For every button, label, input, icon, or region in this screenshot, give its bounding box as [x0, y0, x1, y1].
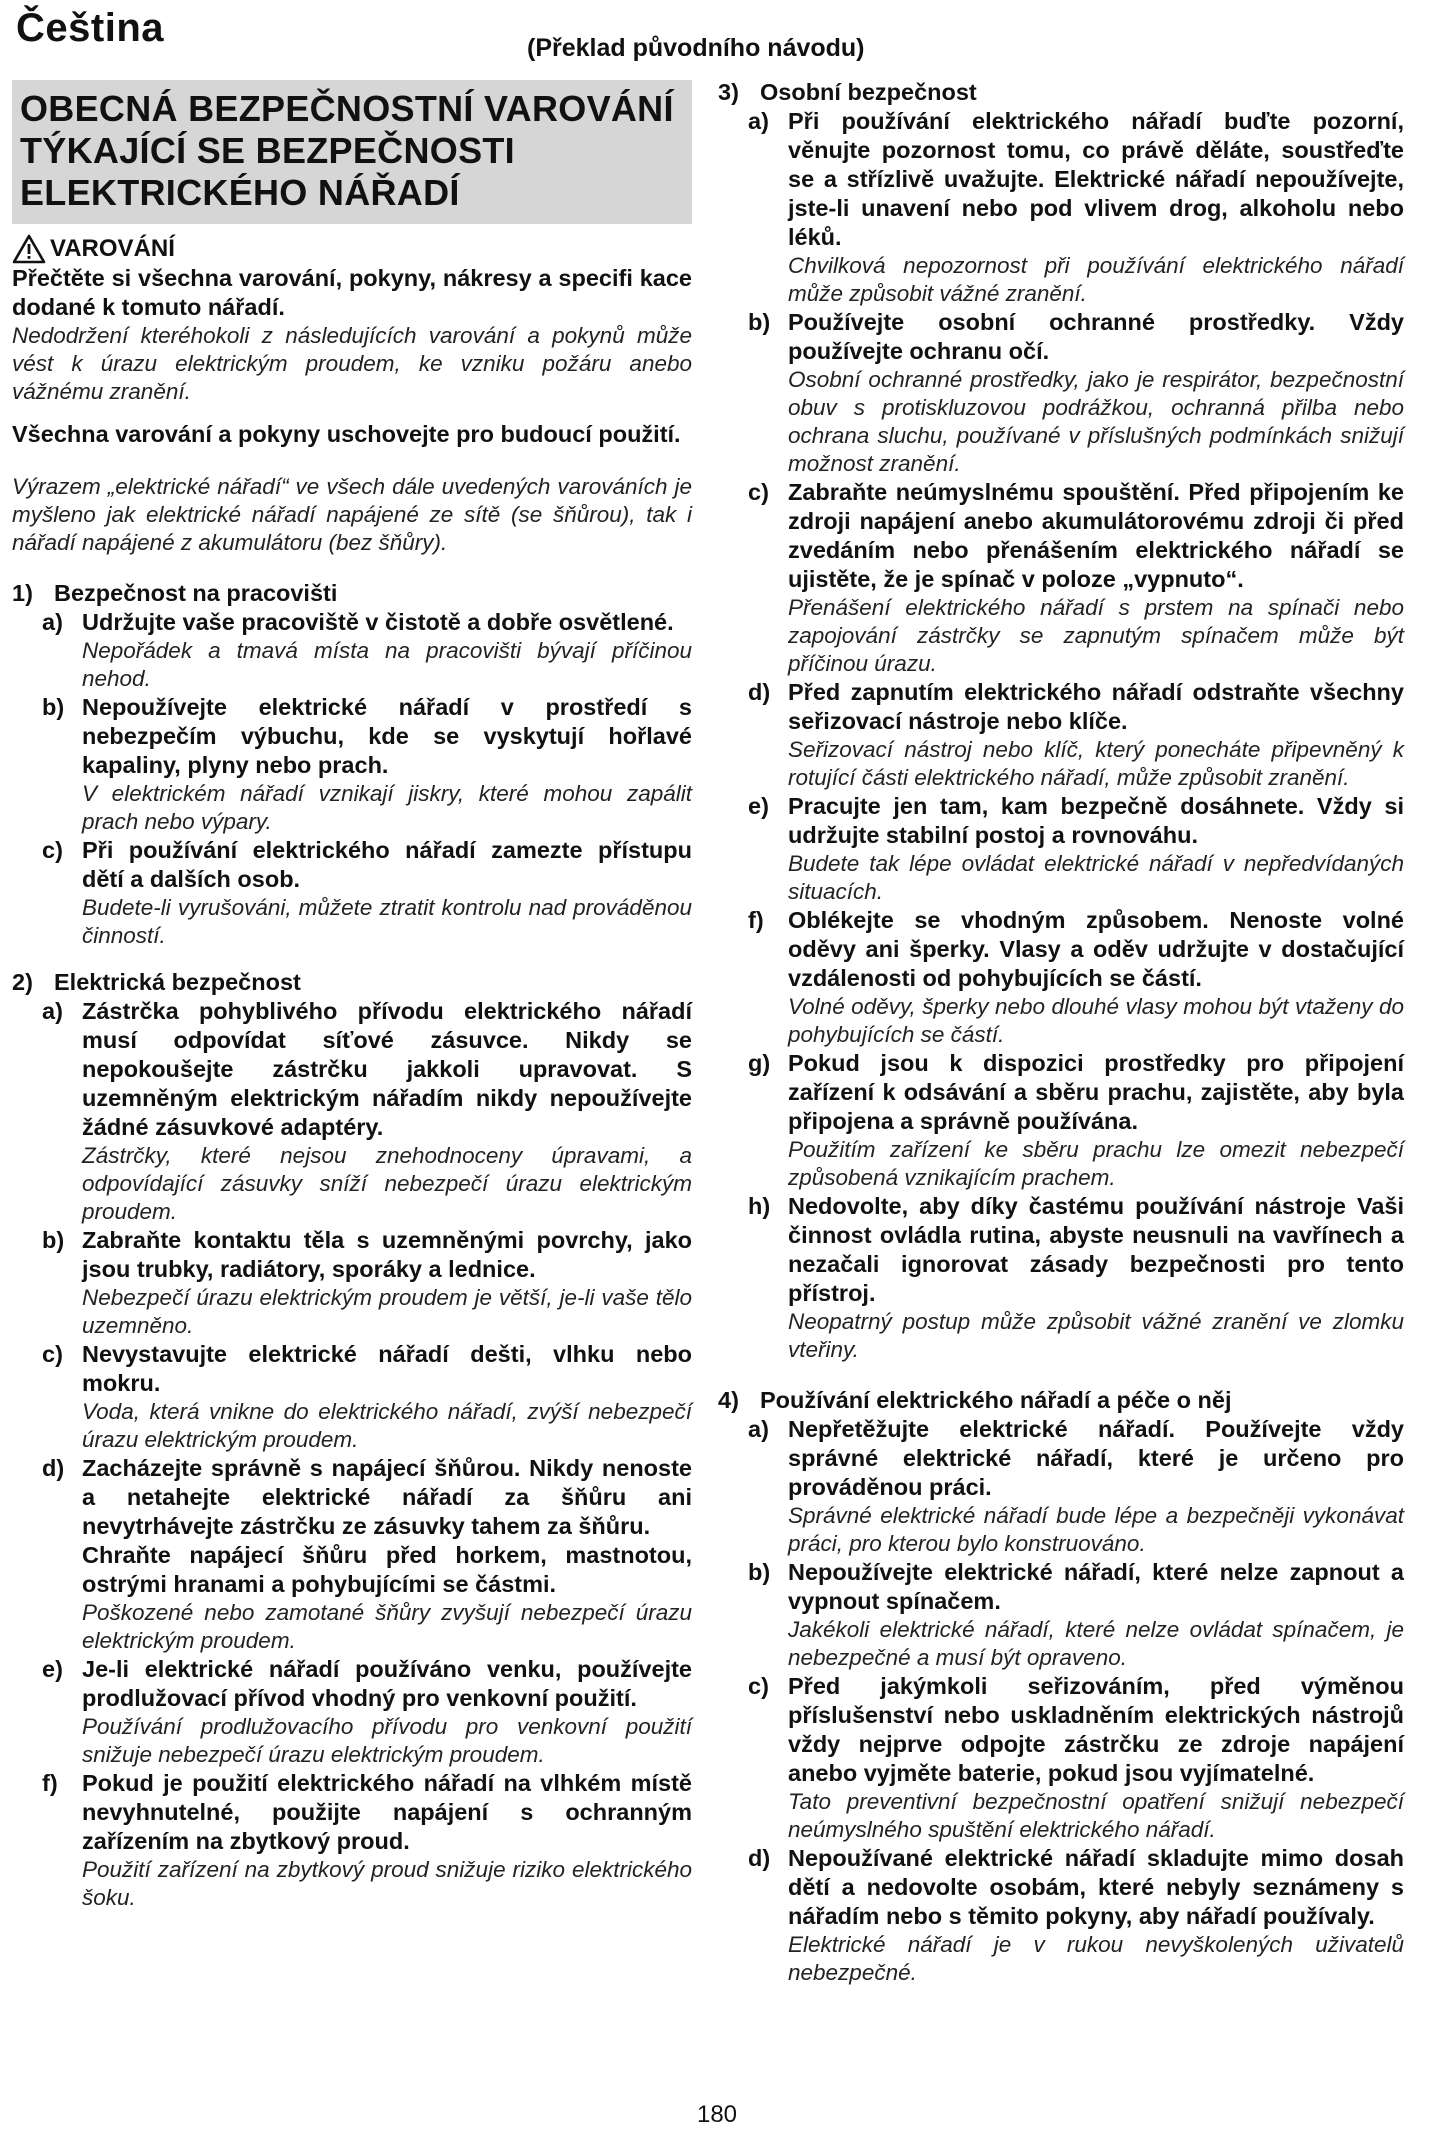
- page-number: 180: [696, 2101, 738, 2128]
- list-item: [748, 906, 1404, 1049]
- list-item: [42, 1769, 692, 1912]
- read-instructions-note: Nedodržení kteréhokoli z následujících varování a pokynů může vést k úrazu elektrickým proudem, ke vzniku požáru anebo vážnému zranění.: [12, 323, 692, 404]
- item-instruction: Používejte osobní ochranné prostředky. Vždy používejte ochranu očí.: [788, 309, 1404, 364]
- list-item: [42, 1454, 692, 1655]
- item-instruction-secondary: Chraňte napájecí šňůru před horkem, mastnotou, ostrými hranami a pohybujícími se částmi.: [82, 1542, 692, 1597]
- section-heading: [718, 78, 1404, 107]
- item-letter: d): [748, 1845, 771, 1871]
- section-number: 2): [12, 969, 33, 995]
- list-item: [748, 792, 1404, 906]
- item-instruction: Zástrčka pohyblivého přívodu elektrického nářadí musí odpovídat síťové zásuvce. Nikdy se nepokoušejte zástrčku jakkoli upravovat. S uzemněným elektrickým nářadím nikdy nepoužívejte žádné zásuvkové adaptéry.: [82, 998, 692, 1140]
- item-letter: c): [748, 1673, 769, 1699]
- list-item: [748, 1558, 1404, 1672]
- list-item: [748, 1844, 1404, 1987]
- item-letter: h): [748, 1193, 771, 1219]
- item-letter: b): [42, 694, 65, 720]
- item-note: Nepořádek a tmavá místa na pracovišti bývají příčinou nehod.: [82, 638, 692, 691]
- right-column: [718, 78, 1404, 1987]
- list-item: [748, 1049, 1404, 1192]
- item-instruction: Pokud je použití elektrického nářadí na vlhkém místě nevyhnutelné, použijte napájení s ochranným zařízením na zbytkový proud.: [82, 1770, 692, 1854]
- item-note: Volné oděvy, šperky nebo dlouhé vlasy mohou být vtaženy do pohybujících se částí.: [788, 994, 1404, 1047]
- item-note: Použitím zařízení ke sběru prachu lze omezit nebezpečí způsobená vznikajícím prachem.: [788, 1137, 1404, 1190]
- item-note: Budete-li vyrušováni, můžete ztratit kontrolu nad prováděnou činností.: [82, 895, 692, 948]
- section-heading: [718, 1386, 1404, 1415]
- section-title: Bezpečnost na pracovišti: [54, 580, 338, 606]
- list-item: [748, 1415, 1404, 1558]
- item-note: Osobní ochranné prostředky, jako je respirátor, bezpečnostní obuv s protiskluzovou podrážkou, ochranná přilba nebo ochrana sluchu, používané v příslušných podmínkách snižují možnost zranění.: [788, 367, 1404, 476]
- item-letter: a): [42, 998, 63, 1024]
- item-instruction: Nepřetěžujte elektrické nářadí. Používejte vždy správné elektrické nářadí, které je určeno pro prováděnou práci.: [788, 1416, 1404, 1500]
- item-note: Chvilková nepozornost při používání elektrického nářadí může způsobit vážné zranění.: [788, 253, 1404, 306]
- section-number: 1): [12, 580, 33, 606]
- list-item: [748, 678, 1404, 792]
- language-title: Čeština: [16, 6, 164, 50]
- warning-label-row: [12, 234, 692, 264]
- item-note: Správné elektrické nářadí bude lépe a bezpečněji vykonávat práci, pro kterou bylo konstruováno.: [788, 1503, 1404, 1556]
- item-letter: b): [42, 1227, 65, 1253]
- item-note: Nebezpečí úrazu elektrickým proudem je větší, je-li vaše tělo uzemněno.: [82, 1285, 692, 1338]
- section-number: 3): [718, 79, 739, 105]
- section-number: 4): [718, 1387, 739, 1413]
- item-note: Budete tak lépe ovládat elektrické nářadí v nepředvídaných situacích.: [788, 851, 1404, 904]
- item-note: Jakékoli elektrické nářadí, které nelze ovládat spínačem, je nebezpečné a musí být opraveno.: [788, 1617, 1404, 1670]
- item-letter: f): [748, 907, 764, 933]
- item-note: Poškozené nebo zamotané šňůry zvyšují nebezpečí úrazu elektrickým proudem.: [82, 1600, 692, 1653]
- item-instruction: Před zapnutím elektrického nářadí odstraňte všechny seřizovací nástroje nebo klíče.: [788, 679, 1404, 734]
- list-item: [42, 836, 692, 950]
- item-letter: c): [42, 1341, 63, 1367]
- item-instruction: Udržujte vaše pracoviště v čistotě a dobře osvětlené.: [82, 609, 674, 635]
- item-letter: e): [748, 793, 769, 819]
- item-letter: f): [42, 1770, 58, 1796]
- item-note: V elektrickém nářadí vznikají jiskry, které mohou zapálit prach nebo výpary.: [82, 781, 692, 834]
- item-instruction: Nevystavujte elektrické nářadí dešti, vlhku nebo mokru.: [82, 1341, 692, 1396]
- list-item: [748, 107, 1404, 308]
- item-letter: a): [42, 609, 63, 635]
- main-heading: OBECNÁ BEZPEČNOSTNÍ VAROVÁNÍ TÝKAJÍCÍ SE BEZPEČNOSTI ELEKTRICKÉHO NÁŘADÍ: [12, 80, 692, 224]
- list-item: [42, 1655, 692, 1769]
- item-letter: a): [748, 1416, 769, 1442]
- translation-subtitle: (Překlad původního návodu): [527, 34, 865, 62]
- definition-paragraph: Výrazem „elektrické nářadí“ ve všech dále uvedených varováních je myšleno jak elektrické nářadí napájené ze sítě (se šňůrou), tak i nářadí napájené z akumulátoru (bez šňůry).: [12, 474, 692, 555]
- item-note: Přenášení elektrického nářadí s prstem na spínači nebo zapojování zástrčky se zapnutým spínačem může být příčinou úrazu.: [788, 595, 1404, 676]
- item-instruction: Zabraňte neúmyslnému spouštění. Před připojením ke zdroji napájení anebo akumulátorovému zdroji či před zvedáním nebo přenášením elektrického nářadí se ujistěte, že je spínač v poloze „vypnuto“.: [788, 479, 1404, 592]
- item-note: Zástrčky, které nejsou znehodnoceny úpravami, a odpovídající zásuvky sníží nebezpečí úrazu elektrickým proudem.: [82, 1143, 692, 1224]
- item-instruction: Oblékejte se vhodným způsobem. Nenoste volné oděvy ani šperky. Vlasy a oděv udržujte v dostačující vzdálenosti od pohybujících se částí.: [788, 907, 1404, 991]
- warning-label: VAROVÁNÍ: [50, 235, 175, 262]
- list-item: [748, 1672, 1404, 1844]
- item-instruction: Před jakýmkoli seřizováním, před výměnou příslušenství nebo uskladněním elektrických nástrojů vždy nejprve odpojte zástrčku ze zdroje napájení anebo vyjměte baterie, pokud jsou vyjímatelné.: [788, 1673, 1404, 1786]
- item-note: Elektrické nářadí je v rukou nevyškolených uživatelů nebezpečné.: [788, 1932, 1404, 1985]
- item-instruction: Nepoužívejte elektrické nářadí v prostředí s nebezpečím výbuchu, kde se vyskytují hořlavé kapaliny, plyny nebo prach.: [82, 694, 692, 778]
- item-instruction: Nedovolte, aby díky častému používání nástroje Vaši činnost ovládla rutina, abyste neusnuli na vavřínech a nezačali ignorovat zásady bezpečnosti pro tento přístroj.: [788, 1193, 1404, 1306]
- list-item: [42, 693, 692, 836]
- item-letter: b): [748, 1559, 771, 1585]
- item-letter: c): [748, 479, 769, 505]
- item-letter: b): [748, 309, 771, 335]
- item-instruction: Zabraňte kontaktu těla s uzemněnými povrchy, jako jsou trubky, radiátory, sporáky a lednice.: [82, 1227, 692, 1282]
- item-letter: e): [42, 1656, 63, 1682]
- item-instruction: Nepoužívejte elektrické nářadí, které nelze zapnout a vypnout spínačem.: [788, 1559, 1404, 1614]
- item-note: Neopatrný postup může způsobit vážné zranění ve zlomku vteřiny.: [788, 1309, 1404, 1362]
- item-instruction: Je-li elektrické nářadí používáno venku, používejte prodlužovací přívod vhodný pro venkovní použití.: [82, 1656, 692, 1711]
- list-item: [748, 308, 1404, 478]
- list-item: [748, 1192, 1404, 1364]
- item-note: Použití zařízení na zbytkový proud snižuje riziko elektrického šoku.: [82, 1857, 692, 1910]
- section-title: Osobní bezpečnost: [760, 79, 977, 105]
- list-item: [42, 608, 692, 693]
- item-letter: d): [748, 679, 771, 705]
- list-item: [42, 1226, 692, 1340]
- list-item: [42, 1340, 692, 1454]
- item-note: Používání prodlužovacího přívodu pro venkovní použití snižuje nebezpečí úrazu elektrickým proudem.: [82, 1714, 692, 1767]
- item-instruction: Zacházejte správně s napájecí šňůrou. Nikdy nenoste a netahejte elektrické nářadí za šňůru ani nevytrhávejte zástrčku ze zásuvky tahem za šňůru.: [82, 1455, 692, 1539]
- item-letter: a): [748, 108, 769, 134]
- read-instructions: Přečtěte si všechna varování, pokyny, nákresy a specifi kace dodané k tomuto nářadí.: [12, 265, 692, 320]
- keep-instructions: Všechna varování a pokyny uschovejte pro budoucí použití.: [12, 421, 681, 447]
- item-note: Seřizovací nástroj nebo klíč, který ponecháte připevněný k rotující části elektrického nářadí, může způsobit zranění.: [788, 737, 1404, 790]
- item-instruction: Při používání elektrického nářadí buďte pozorní, věnujte pozornost tomu, co právě děláte, soustřeďte se a střízlivě uvažujte. Elektrické nářadí nepoužívejte, jste-li unavení nebo pod vlivem drog, alkoholu nebo léků.: [788, 108, 1404, 250]
- item-letter: g): [748, 1050, 771, 1076]
- item-instruction: Pokud jsou k dispozici prostředky pro připojení zařízení k odsávání a sběru prachu, zajistěte, aby byla připojena a správně používána.: [788, 1050, 1404, 1134]
- item-instruction: Při používání elektrického nářadí zamezte přístupu dětí a dalších osob.: [82, 837, 692, 892]
- left-column: [12, 80, 692, 1912]
- section-heading: [12, 968, 692, 997]
- warning-triangle-icon: [12, 234, 46, 264]
- item-instruction: Nepoužívané elektrické nářadí skladujte mimo dosah dětí a nedovolte osobám, které nebyly seznámeny s nářadím nebo s těmito pokyny, aby nářadí používaly.: [788, 1845, 1404, 1929]
- section-title: Elektrická bezpečnost: [54, 969, 301, 995]
- item-note: Voda, která vnikne do elektrického nářadí, zvýší nebezpečí úrazu elektrickým proudem.: [82, 1399, 692, 1452]
- item-note: Tato preventivní bezpečnostní opatření snižují nebezpečí neúmyslného spuštění elektrického nářadí.: [788, 1789, 1404, 1842]
- section-heading: [12, 579, 692, 608]
- list-item: [42, 997, 692, 1226]
- item-letter: c): [42, 837, 63, 863]
- item-letter: d): [42, 1455, 65, 1481]
- list-item: [748, 478, 1404, 678]
- section-title: Používání elektrického nářadí a péče o něj: [760, 1387, 1232, 1413]
- item-instruction: Pracujte jen tam, kam bezpečně dosáhnete. Vždy si udržujte stabilní postoj a rovnováhu.: [788, 793, 1404, 848]
